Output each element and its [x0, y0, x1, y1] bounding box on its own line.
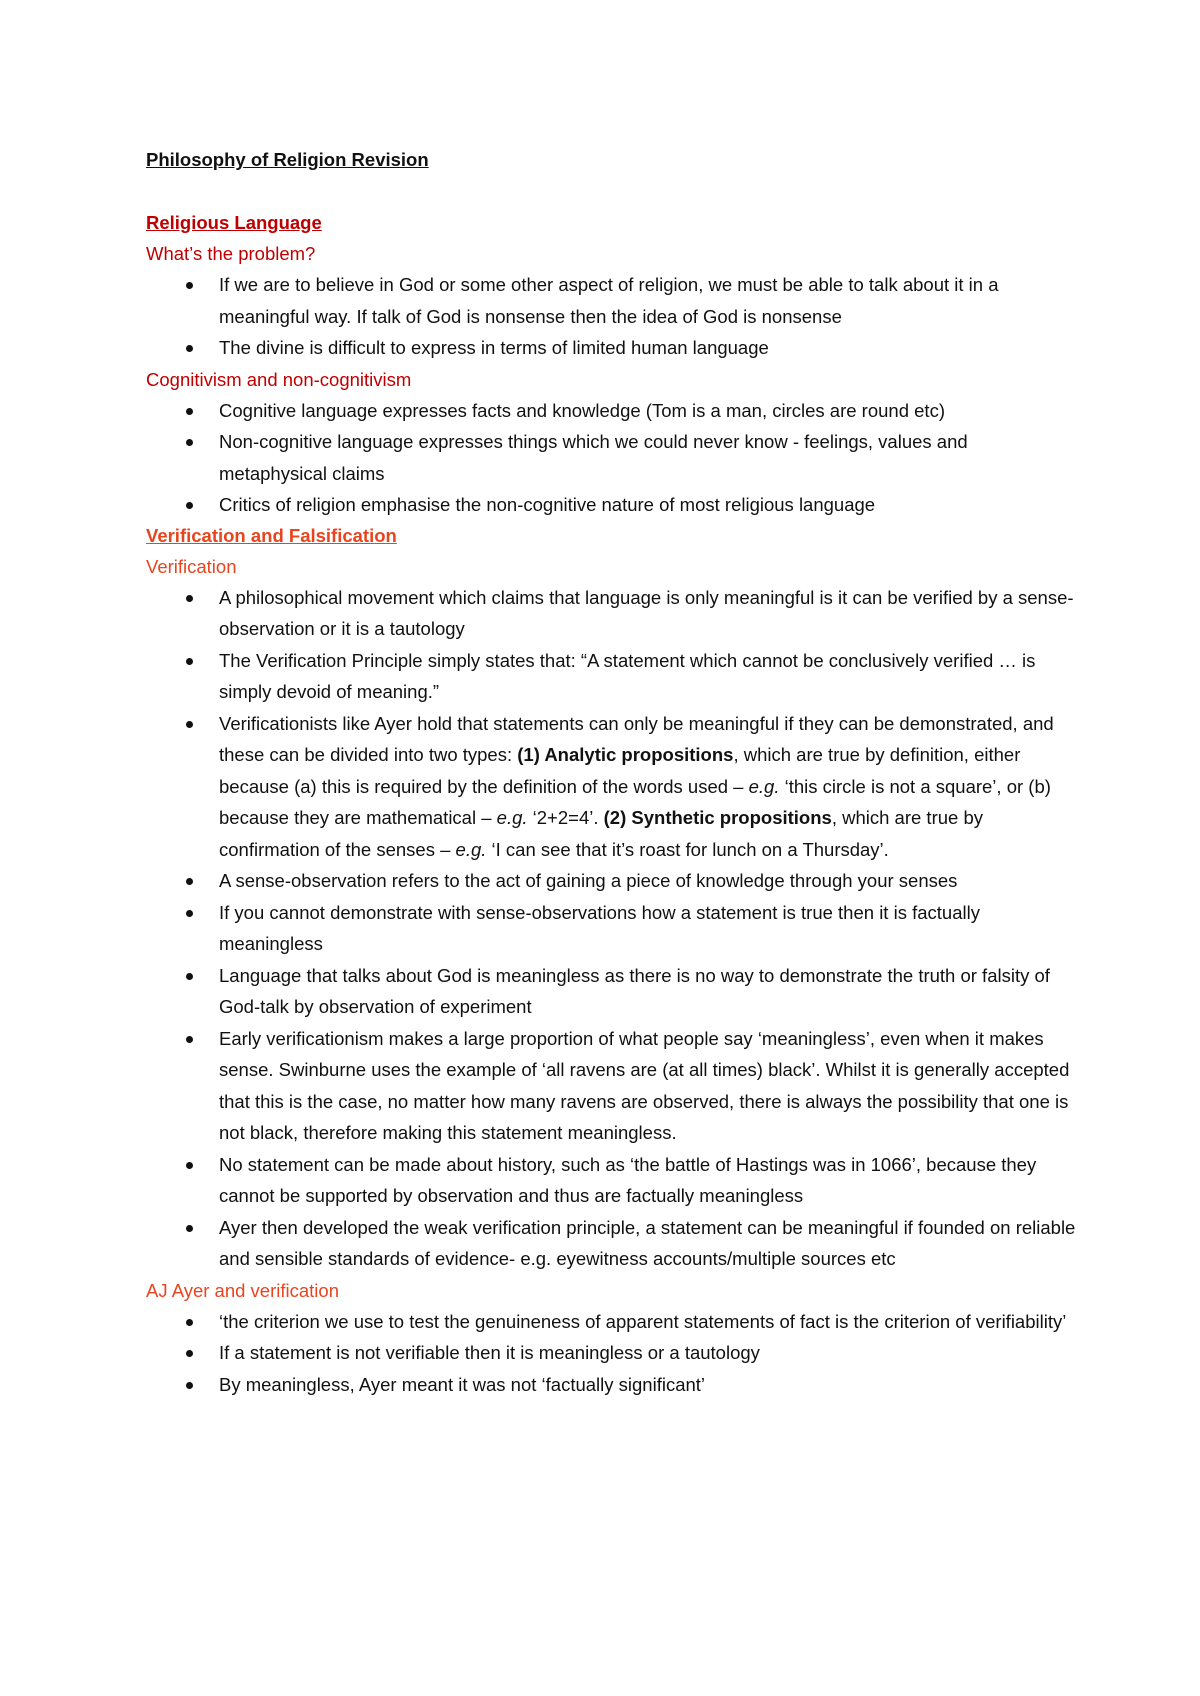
list-item: Critics of religion emphasise the non-cognitive nature of most religious language — [146, 489, 1076, 521]
list-item: Language that talks about God is meaningless as there is no way to demonstrate the truth or falsity of God-talk by observation of experiment — [146, 960, 1076, 1023]
list-item: If a statement is not verifiable then it is meaningless or a tautology — [146, 1337, 1076, 1369]
bullet-icon — [186, 1036, 193, 1043]
list-item: Early verificationism makes a large proportion of what people say ‘meaningless’, even when it makes sense. Swinburne uses the example of ‘all ravens are (at all times) black’. Whilst it is generally accepted that this is the case, no matter how many ravens are observed, there is always the possibility that one is not black, therefore making this statement meaningless. — [146, 1023, 1076, 1149]
list-item: No statement can be made about history, such as ‘the battle of Hastings was in 1066’, because they cannot be supported by observation and thus are factually meaningless — [146, 1149, 1076, 1212]
list-item: Cognitive language expresses facts and knowledge (Tom is a man, circles are round etc) — [146, 395, 1076, 427]
bullet-icon — [186, 910, 193, 917]
ayer-list — [146, 1306, 1076, 1401]
verification-list — [146, 582, 1076, 1275]
bullet-icon — [186, 595, 193, 602]
bullet-icon — [186, 1162, 193, 1169]
bullet-icon — [186, 658, 193, 665]
list-item: If we are to believe in God or some other aspect of religion, we must be able to talk about it in a meaningful way. If talk of God is nonsense then the idea of God is nonsense — [146, 269, 1076, 332]
list-item: Non-cognitive language expresses things which we could never know - feelings, values and metaphysical claims — [146, 426, 1076, 489]
cognitivism-list — [146, 395, 1076, 521]
bullet-icon — [186, 878, 193, 885]
subheading-aj-ayer: AJ Ayer and verification — [146, 1279, 339, 1301]
subheading-cognitivism: Cognitivism and non-cognitivism — [146, 368, 412, 390]
bullet-icon — [186, 973, 193, 980]
list-item: ‘the criterion we use to test the genuineness of apparent statements of fact is the criterion of verifiability’ — [146, 1306, 1076, 1338]
heading-religious-language: Religious Language — [146, 212, 322, 233]
list-item: A philosophical movement which claims that language is only meaningful is it can be verified by a sense-observation or it is a tautology — [146, 582, 1076, 645]
bullet-icon — [186, 721, 193, 728]
document-title: Philosophy of Religion Revision — [146, 149, 429, 170]
list-item: By meaningless, Ayer meant it was not ‘factually significant’ — [146, 1369, 1076, 1401]
list-item: The divine is difficult to express in terms of limited human language — [146, 332, 1076, 364]
list-item: Verificationists like Ayer hold that statements can only be meaningful if they can be demonstrated, and these can be divided into two types: (1) Analytic propositions, which are true by definition, either because (a) this is required by the definition of the words used – e.g. ‘this circle is not a square’, or (b) because they are mathematical – e.g. ‘2+2=4’. (2) Synthetic propositions, which are true by confirmation of the senses – e.g. ‘I can see that it’s roast for lunch on a Thursday’. — [146, 708, 1076, 866]
subheading-verification: Verification — [146, 555, 237, 577]
problem-list — [146, 269, 1076, 364]
list-item: A sense-observation refers to the act of gaining a piece of knowledge through your senses — [146, 865, 1076, 897]
bullet-icon — [186, 439, 193, 446]
bullet-icon — [186, 1350, 193, 1357]
heading-verification-falsification: Verification and Falsification — [146, 524, 397, 546]
list-item: The Verification Principle simply states that: “A statement which cannot be conclusively verified … is simply devoid of meaning.” — [146, 645, 1076, 708]
document-body — [146, 145, 1076, 1400]
list-item: Ayer then developed the weak verification principle, a statement can be meaningful if founded on reliable and sensible standards of evidence- e.g. eyewitness accounts/multiple sources etc — [146, 1212, 1076, 1275]
bullet-icon — [186, 1225, 193, 1232]
subheading-whats-the-problem: What’s the problem? — [146, 243, 316, 264]
bullet-icon — [186, 1382, 193, 1389]
bullet-icon — [186, 345, 193, 352]
bullet-icon — [186, 282, 193, 289]
bullet-icon — [186, 502, 193, 509]
bullet-icon — [186, 408, 193, 415]
list-item: If you cannot demonstrate with sense-observations how a statement is true then it is factually meaningless — [146, 897, 1076, 960]
bullet-icon — [186, 1319, 193, 1326]
